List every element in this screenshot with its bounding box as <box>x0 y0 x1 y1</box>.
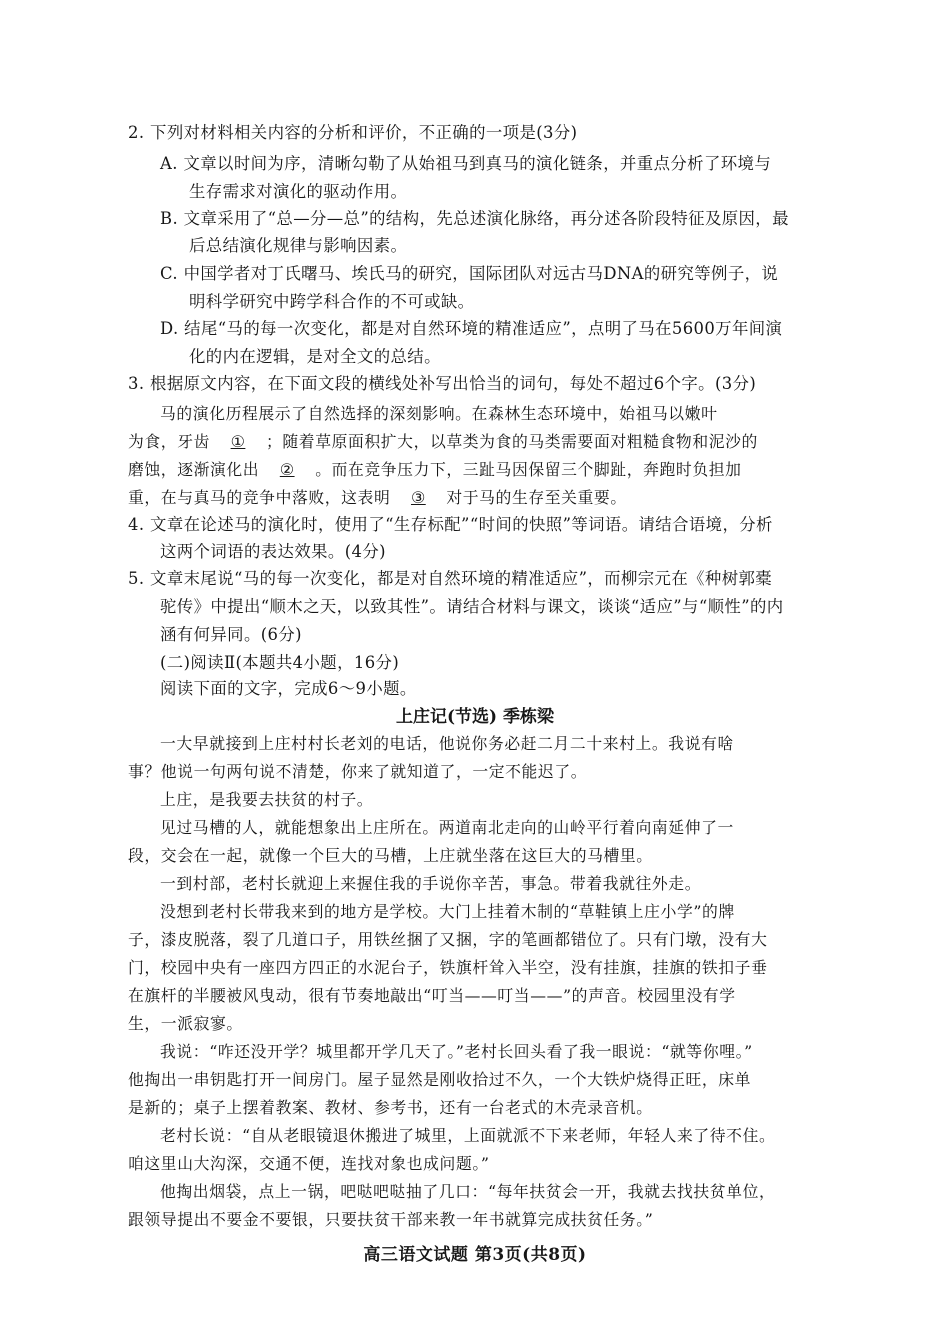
passage-text: 磨蚀，逐渐演化出 <box>128 460 260 479</box>
story-line: 段，交会在一起，就像一个巨大的马槽，上庄就坐落在这巨大的马槽里。 <box>128 846 653 865</box>
question-3-passage-line-2 <box>128 431 758 453</box>
question-5-line-3: 涵有何异同。(6分) <box>160 625 302 644</box>
story-line: 是新的；桌子上摆着教案、教材、参考书，还有一台老式的木壳录音机。 <box>128 1098 653 1117</box>
passage-text: ；随着草原面积扩大，以草类为食的马类需要面对粗糙食物和泥沙的 <box>266 432 758 451</box>
story-line: 事？他说一句两句说不清楚，你来了就知道了，一定不能迟了。 <box>128 762 588 781</box>
question-3-passage-line-1: 马的演化历程展示了自然选择的深刻影响。在森林生态环境中，始祖马以嫩叶 <box>160 404 718 423</box>
question-2-stem: 2. 下列对材料相关内容的分析和评价，不正确的一项是(3分) <box>128 123 578 142</box>
story-line: 在旗杆的半腰被风曳动，很有节奏地敲出“叮当——叮当——”的声音。校园里没有学 <box>128 986 736 1005</box>
blank-1: ① <box>230 432 246 451</box>
passage-text: 重，在与真马的竞争中落败，这表明 <box>128 488 391 507</box>
story-line: 见过马槽的人，就能想象出上庄所在。两道南北走向的山岭平行着向南延伸了一 <box>160 818 734 837</box>
question-2-option-d-cont: 化的内在逻辑，是对全文的总结。 <box>189 347 441 366</box>
passage-text: 。而在竞争压力下，三趾马因保留三个脚趾，奔跑时负担加 <box>315 460 742 479</box>
question-2-option-c-cont: 明科学研究中跨学科合作的不可或缺。 <box>189 292 475 311</box>
passage-text: 为食，牙齿 <box>128 432 210 451</box>
blank-2: ② <box>279 460 295 479</box>
story-line: 我说：“咋还没开学？城里都开学几天了。”老村长回头看了我一眼说：“就等你哩。” <box>160 1042 753 1061</box>
story-line: 子，漆皮脱落，裂了几道口子，用铁丝捆了又捆，字的笔画都错位了。只有门墩，没有大 <box>128 930 768 949</box>
story-line: 上庄，是我要去扶贫的村子。 <box>160 790 374 809</box>
question-2-option-a-cont: 生存需求对演化的驱动作用。 <box>189 182 408 201</box>
question-2-option-a: A. 文章以时间为序，清晰勾勒了从始祖马到真马的演化链条，并重点分析了环境与 <box>160 154 772 173</box>
question-4-line-1: 4. 文章在论述马的演化时，使用了“生存标配”“时间的快照”等词语。请结合语境，分析 <box>128 515 773 534</box>
story-line: 一大早就接到上庄村村长老刘的电话，他说你务必赶二月二十来村上。我说有啥 <box>160 734 734 753</box>
story-title: 上庄记(节选) 季栋梁 <box>395 707 554 727</box>
section-instruction: 阅读下面的文字，完成6～9小题。 <box>160 679 417 698</box>
story-line: 咱这里山大沟深，交通不便，连找对象也成问题。” <box>128 1154 490 1173</box>
question-3-passage-line-4 <box>128 487 627 509</box>
section-heading: (二)阅读Ⅱ(本题共4小题，16分) <box>160 653 400 672</box>
question-5-line-2: 驼传》中提出“顺木之天，以致其性”。请结合材料与课文，谈谈“适应”与“顺性”的内 <box>160 597 784 616</box>
story-line: 跟领导提出不要金不要银，只要扶贫干部来教一年书就算完成扶贫任务。” <box>128 1210 654 1229</box>
story-line: 门，校园中央有一座四方四正的水泥台子，铁旗杆耸入半空，没有挂旗，挂旗的铁扣子垂 <box>128 958 768 977</box>
question-5-line-1: 5. 文章末尾说“马的每一次变化，都是对自然环境的精准适应”，而柳宗元在《种树郭橐 <box>128 569 773 588</box>
question-3-passage-line-3 <box>128 459 742 481</box>
blank-3: ③ <box>410 488 426 507</box>
question-4-line-2: 这两个词语的表达效果。(4分) <box>160 542 386 561</box>
question-2-option-c: C. 中国学者对丁氏曙马、埃氏马的研究，国际团队对远古马DNA的研究等例子，说 <box>160 264 779 283</box>
story-line: 老村长说：“自从老眼镜退休搬进了城里，上面就派不下来老师，年轻人来了待不住。 <box>160 1126 776 1145</box>
story-line: 他掏出一串钥匙打开一间房门。屋子显然是刚收拾过不久，一个大铁炉烧得正旺，床单 <box>128 1070 752 1089</box>
story-line: 没想到老村长带我来到的地方是学校。大门上挂着木制的“草鞋镇上庄小学”的牌 <box>160 902 735 921</box>
story-line: 一到村部，老村长就迎上来握住我的手说你辛苦，事急。带着我就往外走。 <box>160 874 702 893</box>
question-2-option-d: D. 结尾“马的每一次变化，都是对自然环境的精准适应”，点明了马在5600万年间演 <box>160 319 783 338</box>
question-2-option-b-cont: 后总结演化规律与影响因素。 <box>189 236 408 255</box>
question-3-stem: 3. 根据原文内容，在下面文段的横线处补写出恰当的词句，每处不超过6个字。(3分) <box>128 374 757 393</box>
question-2-option-b: B. 文章采用了“总—分—总”的结构，先总述演化脉络，再分述各阶段特征及原因，最 <box>160 209 789 228</box>
passage-text: 对于马的生存至关重要。 <box>446 488 627 507</box>
story-line: 生，一派寂寥。 <box>128 1014 243 1033</box>
page-footer: 高三语文试题 第3页(共8页) <box>363 1245 587 1265</box>
story-line: 他掏出烟袋，点上一锅，吧哒吧哒抽了几口：“每年扶贫会一开，我就去找扶贫单位， <box>160 1182 776 1201</box>
